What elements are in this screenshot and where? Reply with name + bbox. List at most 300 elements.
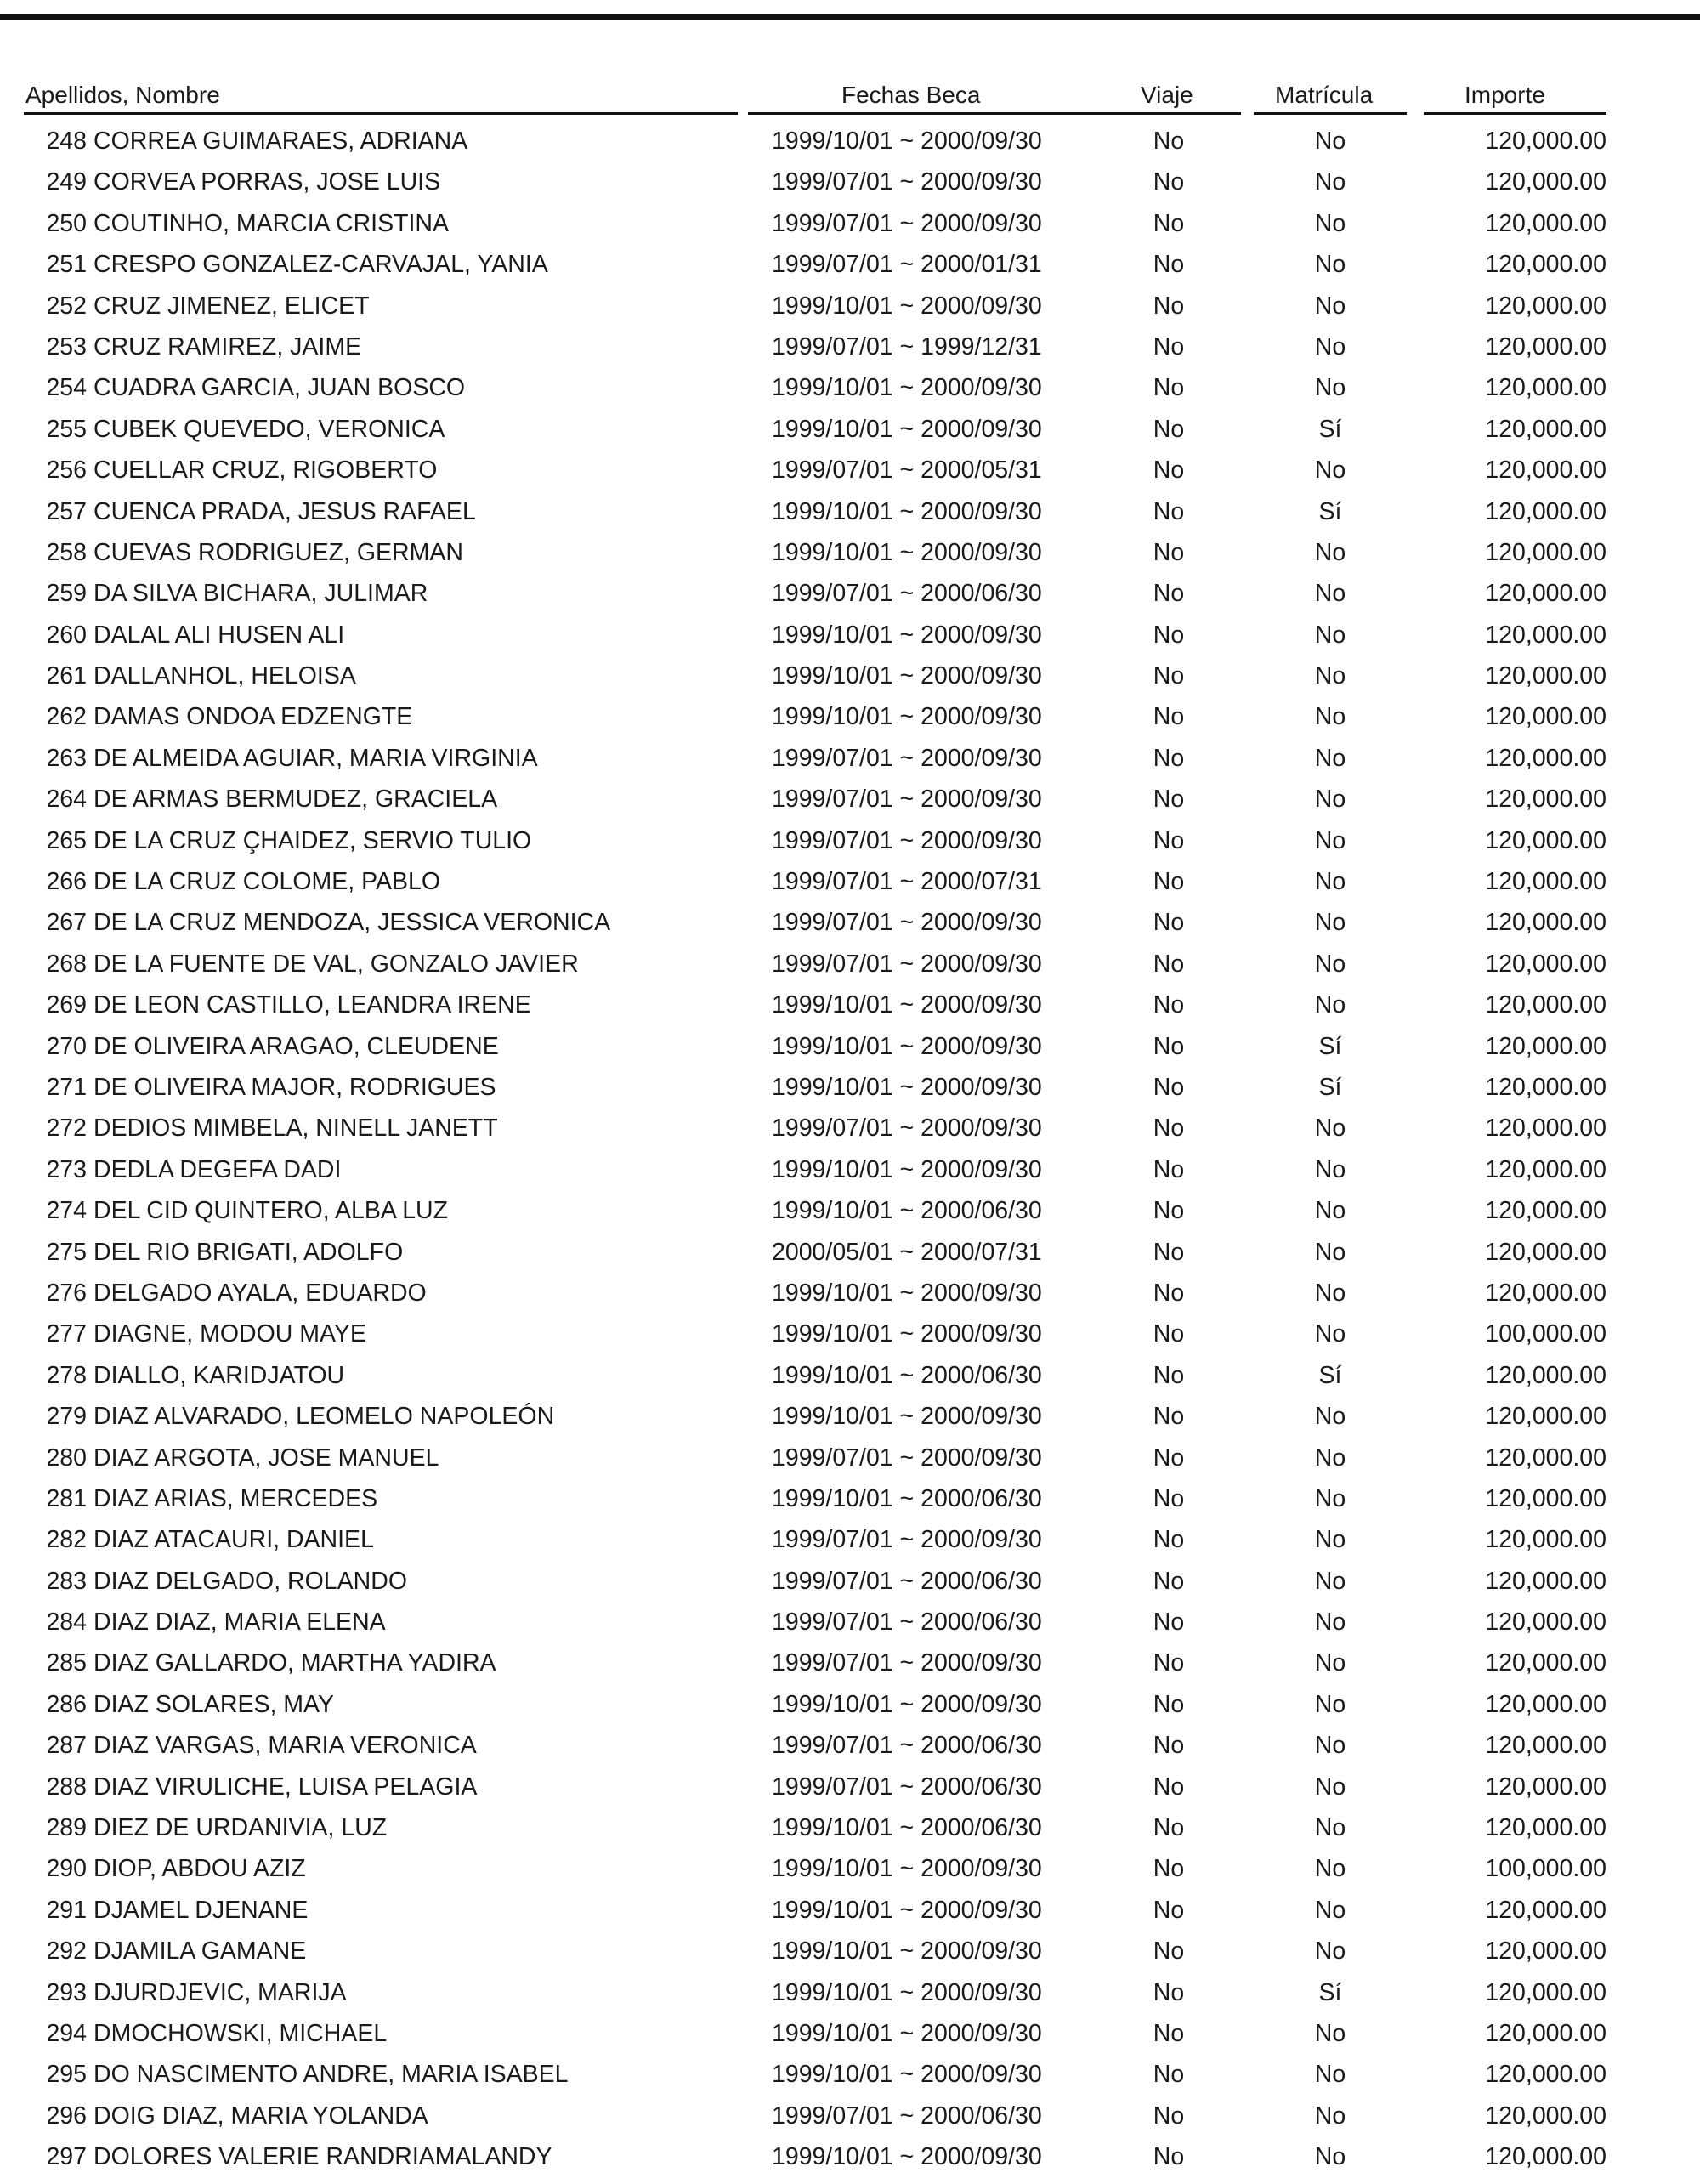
table-body bbox=[0, 124, 1700, 2181]
row-travel: No bbox=[1153, 497, 1185, 525]
row-tuition: No bbox=[1314, 950, 1346, 978]
row-travel: No bbox=[1153, 1403, 1185, 1431]
table-row bbox=[0, 865, 1700, 905]
row-tuition: No bbox=[1314, 128, 1346, 155]
row-tuition: No bbox=[1314, 457, 1346, 485]
row-amount: 120,000.00 bbox=[1485, 2102, 1606, 2130]
row-amount: 120,000.00 bbox=[1485, 826, 1606, 854]
row-amount: 120,000.00 bbox=[1485, 1896, 1606, 1924]
row-dates: 1999/07/01 ~ 2000/07/31 bbox=[772, 868, 1042, 896]
table-row bbox=[0, 905, 1700, 946]
row-travel: No bbox=[1153, 1567, 1185, 1595]
table-row bbox=[0, 247, 1700, 288]
row-amount: 120,000.00 bbox=[1485, 1484, 1606, 1512]
row-tuition: No bbox=[1314, 1320, 1346, 1348]
table-row bbox=[0, 124, 1700, 165]
row-travel: No bbox=[1153, 1937, 1185, 1966]
table-header bbox=[0, 78, 1700, 112]
row-number: 251 bbox=[46, 251, 87, 279]
row-tuition: No bbox=[1314, 2019, 1346, 2047]
row-name: DE OLIVEIRA MAJOR, RODRIGUES bbox=[94, 1073, 496, 1101]
row-travel: No bbox=[1153, 1073, 1185, 1101]
row-travel: No bbox=[1153, 1032, 1185, 1060]
row-dates: 1999/07/01 ~ 2000/06/30 bbox=[772, 1773, 1042, 1801]
table-row bbox=[0, 1482, 1700, 1523]
row-name: CUADRA GARCIA, JUAN BOSCO bbox=[94, 374, 466, 402]
row-name: DOLORES VALERIE RANDRIAMALANDY bbox=[94, 2143, 552, 2171]
row-travel: No bbox=[1153, 1155, 1185, 1183]
row-number: 253 bbox=[46, 332, 87, 360]
row-tuition: No bbox=[1314, 1115, 1346, 1143]
row-number: 271 bbox=[46, 1073, 87, 1101]
row-name: DIAZ DIAZ, MARIA ELENA bbox=[94, 1608, 386, 1637]
row-travel: No bbox=[1153, 374, 1185, 402]
row-travel: No bbox=[1153, 1279, 1185, 1307]
row-name: DE LA CRUZ COLOME, PABLO bbox=[94, 868, 441, 896]
header-travel-underline bbox=[1096, 112, 1241, 115]
table-row bbox=[0, 2057, 1700, 2098]
row-dates: 1999/10/01 ~ 2000/06/30 bbox=[772, 1361, 1042, 1389]
table-row bbox=[0, 741, 1700, 782]
row-amount: 120,000.00 bbox=[1485, 662, 1606, 690]
row-dates: 1999/07/01 ~ 2000/01/31 bbox=[772, 251, 1042, 279]
row-name: DELGADO AYALA, EDUARDO bbox=[94, 1279, 427, 1307]
row-name: DIAZ VIRULICHE, LUISA PELAGIA bbox=[94, 1773, 478, 1801]
row-name: DIAZ ATACAURI, DANIEL bbox=[94, 1526, 374, 1554]
row-dates: 1999/10/01 ~ 2000/09/30 bbox=[772, 1896, 1042, 1924]
row-name: CUENCA PRADA, JESUS RAFAEL bbox=[94, 497, 476, 525]
row-amount: 120,000.00 bbox=[1485, 1773, 1606, 1801]
table-row bbox=[0, 1030, 1700, 1070]
row-dates: 1999/07/01 ~ 2000/09/30 bbox=[772, 826, 1042, 854]
row-tuition: No bbox=[1314, 1484, 1346, 1512]
table-row bbox=[0, 2017, 1700, 2057]
row-travel: No bbox=[1153, 1773, 1185, 1801]
row-travel: No bbox=[1153, 1197, 1185, 1225]
row-travel: No bbox=[1153, 580, 1185, 608]
row-travel: No bbox=[1153, 1649, 1185, 1677]
row-name: DJURDJEVIC, MARIJA bbox=[94, 1978, 347, 2006]
row-tuition: No bbox=[1314, 868, 1346, 896]
row-amount: 120,000.00 bbox=[1485, 415, 1606, 443]
row-dates: 1999/07/01 ~ 2000/09/30 bbox=[772, 1115, 1042, 1143]
row-amount: 120,000.00 bbox=[1485, 332, 1606, 360]
row-dates: 1999/07/01 ~ 2000/09/30 bbox=[772, 1649, 1042, 1677]
table-row bbox=[0, 1934, 1700, 1975]
row-number: 249 bbox=[46, 168, 87, 196]
row-name: DJAMILA GAMANE bbox=[94, 1937, 307, 1966]
row-name: DE LA CRUZ ÇHAIDEZ, SERVIO TULIO bbox=[94, 826, 532, 854]
row-travel: No bbox=[1153, 950, 1185, 978]
row-number: 282 bbox=[46, 1526, 87, 1554]
row-amount: 120,000.00 bbox=[1485, 292, 1606, 320]
row-number: 294 bbox=[46, 2019, 87, 2047]
row-number: 276 bbox=[46, 1279, 87, 1307]
row-number: 256 bbox=[46, 457, 87, 485]
row-number: 267 bbox=[46, 909, 87, 937]
row-dates: 1999/07/01 ~ 2000/09/30 bbox=[772, 744, 1042, 772]
row-number: 265 bbox=[46, 826, 87, 854]
row-name: DE ALMEIDA AGUIAR, MARIA VIRGINIA bbox=[94, 744, 538, 772]
row-name: DAMAS ONDOA EDZENGTE bbox=[94, 703, 413, 731]
row-tuition: No bbox=[1314, 662, 1346, 690]
row-number: 252 bbox=[46, 292, 87, 320]
row-tuition: No bbox=[1314, 2102, 1346, 2130]
row-amount: 120,000.00 bbox=[1485, 1690, 1606, 1718]
row-number: 284 bbox=[46, 1608, 87, 1637]
header-tuition-underline bbox=[1254, 112, 1407, 115]
row-travel: No bbox=[1153, 1115, 1185, 1143]
row-amount: 120,000.00 bbox=[1485, 868, 1606, 896]
row-amount: 120,000.00 bbox=[1485, 1526, 1606, 1554]
row-number: 255 bbox=[46, 415, 87, 443]
header-dates-underline bbox=[748, 112, 1096, 115]
row-number: 258 bbox=[46, 538, 87, 566]
header-dates: Fechas Beca bbox=[842, 82, 981, 108]
row-number: 254 bbox=[46, 374, 87, 402]
row-number: 263 bbox=[46, 744, 87, 772]
row-travel: No bbox=[1153, 786, 1185, 814]
row-number: 266 bbox=[46, 868, 87, 896]
row-amount: 120,000.00 bbox=[1485, 1444, 1606, 1472]
row-travel: No bbox=[1153, 1855, 1185, 1883]
table-row bbox=[0, 1770, 1700, 1811]
row-dates: 1999/10/01 ~ 2000/09/30 bbox=[772, 415, 1042, 443]
row-tuition: No bbox=[1314, 209, 1346, 237]
row-number: 269 bbox=[46, 991, 87, 1019]
row-name: CUBEK QUEVEDO, VERONICA bbox=[94, 415, 445, 443]
row-amount: 120,000.00 bbox=[1485, 2143, 1606, 2171]
row-amount: 120,000.00 bbox=[1485, 251, 1606, 279]
row-number: 257 bbox=[46, 497, 87, 525]
row-name: DIAZ GALLARDO, MARTHA YADIRA bbox=[94, 1649, 496, 1677]
table-row bbox=[0, 1111, 1700, 1152]
row-dates: 1999/10/01 ~ 2000/09/30 bbox=[772, 128, 1042, 155]
row-dates: 1999/10/01 ~ 2000/09/30 bbox=[772, 374, 1042, 402]
row-amount: 120,000.00 bbox=[1485, 1567, 1606, 1595]
row-travel: No bbox=[1153, 251, 1185, 279]
row-name: COUTINHO, MARCIA CRISTINA bbox=[94, 209, 450, 237]
row-number: 273 bbox=[46, 1155, 87, 1183]
row-dates: 1999/10/01 ~ 2000/06/30 bbox=[772, 1484, 1042, 1512]
table-row bbox=[0, 659, 1700, 700]
row-tuition: No bbox=[1314, 538, 1346, 566]
row-number: 293 bbox=[46, 1978, 87, 2006]
row-travel: No bbox=[1153, 2102, 1185, 2130]
header-name: Apellidos, Nombre bbox=[26, 82, 220, 108]
row-tuition: No bbox=[1314, 2143, 1346, 2171]
row-tuition: No bbox=[1314, 1732, 1346, 1760]
table-row bbox=[0, 782, 1700, 823]
row-travel: No bbox=[1153, 1361, 1185, 1389]
table-row bbox=[0, 1852, 1700, 1892]
row-amount: 120,000.00 bbox=[1485, 786, 1606, 814]
row-tuition: No bbox=[1314, 1238, 1346, 1266]
row-name: DIAZ VARGAS, MARIA VERONICA bbox=[94, 1732, 477, 1760]
table-row bbox=[0, 1811, 1700, 1852]
row-tuition: No bbox=[1314, 1937, 1346, 1966]
table-row bbox=[0, 2140, 1700, 2181]
table-row bbox=[0, 988, 1700, 1029]
row-travel: No bbox=[1153, 1978, 1185, 2006]
row-dates: 1999/10/01 ~ 2000/09/30 bbox=[772, 497, 1042, 525]
row-number: 272 bbox=[46, 1115, 87, 1143]
row-dates: 1999/10/01 ~ 2000/09/30 bbox=[772, 662, 1042, 690]
table-row bbox=[0, 1893, 1700, 1934]
row-name: DMOCHOWSKI, MICHAEL bbox=[94, 2019, 388, 2047]
row-name: DIAZ ARGOTA, JOSE MANUEL bbox=[94, 1444, 439, 1472]
row-tuition: No bbox=[1314, 251, 1346, 279]
row-dates: 1999/10/01 ~ 2000/09/30 bbox=[772, 538, 1042, 566]
row-travel: No bbox=[1153, 2061, 1185, 2089]
row-amount: 120,000.00 bbox=[1485, 1937, 1606, 1966]
table-row bbox=[0, 453, 1700, 494]
header-name-underline bbox=[24, 112, 738, 115]
row-travel: No bbox=[1153, 2019, 1185, 2047]
row-travel: No bbox=[1153, 826, 1185, 854]
row-tuition: No bbox=[1314, 1197, 1346, 1225]
table-row bbox=[0, 207, 1700, 247]
row-tuition: No bbox=[1314, 826, 1346, 854]
row-number: 290 bbox=[46, 1855, 87, 1883]
row-tuition: Sí bbox=[1318, 497, 1342, 525]
table-row bbox=[0, 1976, 1700, 2017]
table-row bbox=[0, 824, 1700, 865]
table-row bbox=[0, 165, 1700, 206]
row-dates: 1999/07/01 ~ 2000/09/30 bbox=[772, 168, 1042, 196]
row-number: 281 bbox=[46, 1484, 87, 1512]
row-amount: 120,000.00 bbox=[1485, 1073, 1606, 1101]
table-row bbox=[0, 947, 1700, 988]
row-amount: 120,000.00 bbox=[1485, 950, 1606, 978]
row-number: 297 bbox=[46, 2143, 87, 2171]
row-amount: 100,000.00 bbox=[1485, 1855, 1606, 1883]
row-amount: 120,000.00 bbox=[1485, 1608, 1606, 1637]
row-number: 261 bbox=[46, 662, 87, 690]
table-row bbox=[0, 1070, 1700, 1111]
row-travel: No bbox=[1153, 168, 1185, 196]
row-dates: 1999/10/01 ~ 2000/09/30 bbox=[772, 2061, 1042, 2089]
table-row bbox=[0, 1235, 1700, 1276]
row-amount: 120,000.00 bbox=[1485, 2061, 1606, 2089]
row-travel: No bbox=[1153, 868, 1185, 896]
row-tuition: No bbox=[1314, 1155, 1346, 1183]
table-row bbox=[0, 618, 1700, 659]
table-row bbox=[0, 289, 1700, 330]
row-amount: 120,000.00 bbox=[1485, 703, 1606, 731]
row-dates: 1999/10/01 ~ 2000/09/30 bbox=[772, 1855, 1042, 1883]
row-name: CORREA GUIMARAES, ADRIANA bbox=[94, 128, 468, 155]
row-travel: No bbox=[1153, 415, 1185, 443]
row-tuition: No bbox=[1314, 786, 1346, 814]
row-name: CORVEA PORRAS, JOSE LUIS bbox=[94, 168, 441, 196]
header-amount: Importe bbox=[1465, 82, 1545, 108]
table-row bbox=[0, 1276, 1700, 1317]
row-name: DE LA CRUZ MENDOZA, JESSICA VERONICA bbox=[94, 909, 611, 937]
table-row bbox=[0, 536, 1700, 576]
row-travel: No bbox=[1153, 703, 1185, 731]
row-dates: 1999/07/01 ~ 2000/06/30 bbox=[772, 2102, 1042, 2130]
row-dates: 1999/10/01 ~ 2000/09/30 bbox=[772, 1937, 1042, 1966]
row-travel: No bbox=[1153, 1896, 1185, 1924]
table-row bbox=[0, 1688, 1700, 1728]
row-number: 296 bbox=[46, 2102, 87, 2130]
row-dates: 1999/10/01 ~ 2000/09/30 bbox=[772, 621, 1042, 649]
row-amount: 120,000.00 bbox=[1485, 1361, 1606, 1389]
row-amount: 120,000.00 bbox=[1485, 1115, 1606, 1143]
row-amount: 120,000.00 bbox=[1485, 1197, 1606, 1225]
row-name: DEL CID QUINTERO, ALBA LUZ bbox=[94, 1197, 449, 1225]
table-row bbox=[0, 1441, 1700, 1482]
row-number: 278 bbox=[46, 1361, 87, 1389]
row-dates: 1999/07/01 ~ 2000/09/30 bbox=[772, 1526, 1042, 1554]
table-row bbox=[0, 1194, 1700, 1234]
row-amount: 120,000.00 bbox=[1485, 168, 1606, 196]
row-dates: 1999/10/01 ~ 2000/09/30 bbox=[772, 1320, 1042, 1348]
row-tuition: Sí bbox=[1318, 415, 1342, 443]
row-amount: 120,000.00 bbox=[1485, 457, 1606, 485]
row-travel: No bbox=[1153, 457, 1185, 485]
row-tuition: No bbox=[1314, 1690, 1346, 1718]
row-name: DE LA FUENTE DE VAL, GONZALO JAVIER bbox=[94, 950, 579, 978]
row-travel: No bbox=[1153, 1814, 1185, 1842]
row-tuition: No bbox=[1314, 1649, 1346, 1677]
row-dates: 1999/10/01 ~ 2000/09/30 bbox=[772, 1073, 1042, 1101]
row-travel: No bbox=[1153, 744, 1185, 772]
row-name: CRUZ JIMENEZ, ELICET bbox=[94, 292, 370, 320]
row-amount: 120,000.00 bbox=[1485, 497, 1606, 525]
row-amount: 120,000.00 bbox=[1485, 1032, 1606, 1060]
table-row bbox=[0, 1317, 1700, 1358]
row-travel: No bbox=[1153, 1526, 1185, 1554]
row-dates: 1999/10/01 ~ 2000/09/30 bbox=[772, 1978, 1042, 2006]
row-amount: 120,000.00 bbox=[1485, 621, 1606, 649]
row-tuition: No bbox=[1314, 744, 1346, 772]
row-number: 286 bbox=[46, 1690, 87, 1718]
row-dates: 1999/07/01 ~ 2000/06/30 bbox=[772, 1567, 1042, 1595]
row-travel: No bbox=[1153, 1690, 1185, 1718]
table-row bbox=[0, 330, 1700, 371]
header-travel: Viaje bbox=[1141, 82, 1193, 108]
table-row bbox=[0, 576, 1700, 617]
row-tuition: No bbox=[1314, 1403, 1346, 1431]
row-dates: 1999/07/01 ~ 2000/06/30 bbox=[772, 580, 1042, 608]
row-amount: 120,000.00 bbox=[1485, 1732, 1606, 1760]
row-amount: 120,000.00 bbox=[1485, 580, 1606, 608]
row-name: DIAZ DELGADO, ROLANDO bbox=[94, 1567, 407, 1595]
row-dates: 1999/07/01 ~ 2000/09/30 bbox=[772, 909, 1042, 937]
row-travel: No bbox=[1153, 1484, 1185, 1512]
table-row bbox=[0, 1153, 1700, 1194]
row-travel: No bbox=[1153, 1444, 1185, 1472]
row-tuition: Sí bbox=[1318, 1032, 1342, 1060]
row-name: DIAZ SOLARES, MAY bbox=[94, 1690, 334, 1718]
row-amount: 120,000.00 bbox=[1485, 1238, 1606, 1266]
row-name: DIAZ ALVARADO, LEOMELO NAPOLEÓN bbox=[94, 1403, 555, 1431]
row-number: 283 bbox=[46, 1567, 87, 1595]
row-dates: 1999/10/01 ~ 2000/09/30 bbox=[772, 1403, 1042, 1431]
row-name: CUELLAR CRUZ, RIGOBERTO bbox=[94, 457, 438, 485]
row-name: DEDIOS MIMBELA, NINELL JANETT bbox=[94, 1115, 498, 1143]
row-dates: 1999/10/01 ~ 2000/09/30 bbox=[772, 2019, 1042, 2047]
table-row bbox=[0, 1523, 1700, 1563]
row-name: DE OLIVEIRA ARAGAO, CLEUDENE bbox=[94, 1032, 499, 1060]
row-dates: 1999/10/01 ~ 2000/09/30 bbox=[772, 703, 1042, 731]
row-amount: 120,000.00 bbox=[1485, 209, 1606, 237]
row-number: 289 bbox=[46, 1814, 87, 1842]
row-name: DALLANHOL, HELOISA bbox=[94, 662, 356, 690]
table-row bbox=[0, 495, 1700, 536]
header-tuition: Matrícula bbox=[1275, 82, 1374, 108]
row-tuition: No bbox=[1314, 991, 1346, 1019]
row-number: 250 bbox=[46, 209, 87, 237]
row-tuition: No bbox=[1314, 1279, 1346, 1307]
row-name: DIALLO, KARIDJATOU bbox=[94, 1361, 345, 1389]
row-name: DEDLA DEGEFA DADI bbox=[94, 1155, 342, 1183]
row-name: DEL RIO BRIGATI, ADOLFO bbox=[94, 1238, 404, 1266]
row-amount: 120,000.00 bbox=[1485, 1155, 1606, 1183]
row-amount: 120,000.00 bbox=[1485, 1978, 1606, 2006]
row-tuition: No bbox=[1314, 332, 1346, 360]
row-travel: No bbox=[1153, 292, 1185, 320]
row-tuition: No bbox=[1314, 168, 1346, 196]
row-number: 287 bbox=[46, 1732, 87, 1760]
row-tuition: No bbox=[1314, 2061, 1346, 2089]
row-name: CRESPO GONZALEZ-CARVAJAL, YANIA bbox=[94, 251, 548, 279]
row-tuition: Sí bbox=[1318, 1073, 1342, 1101]
row-tuition: No bbox=[1314, 1855, 1346, 1883]
row-tuition: No bbox=[1314, 1526, 1346, 1554]
row-number: 277 bbox=[46, 1320, 87, 1348]
row-number: 259 bbox=[46, 580, 87, 608]
row-tuition: No bbox=[1314, 580, 1346, 608]
row-tuition: No bbox=[1314, 909, 1346, 937]
table-row bbox=[0, 1359, 1700, 1399]
row-name: DIAZ ARIAS, MERCEDES bbox=[94, 1484, 378, 1512]
row-name: DE ARMAS BERMUDEZ, GRACIELA bbox=[94, 786, 498, 814]
row-tuition: No bbox=[1314, 1608, 1346, 1637]
row-amount: 120,000.00 bbox=[1485, 1279, 1606, 1307]
table-row bbox=[0, 1399, 1700, 1440]
row-travel: No bbox=[1153, 1732, 1185, 1760]
row-tuition: No bbox=[1314, 292, 1346, 320]
row-dates: 2000/05/01 ~ 2000/07/31 bbox=[772, 1238, 1042, 1266]
row-amount: 120,000.00 bbox=[1485, 538, 1606, 566]
row-dates: 1999/07/01 ~ 2000/06/30 bbox=[772, 1608, 1042, 1637]
row-amount: 120,000.00 bbox=[1485, 909, 1606, 937]
row-tuition: Sí bbox=[1318, 1978, 1342, 2006]
row-tuition: Sí bbox=[1318, 1361, 1342, 1389]
row-number: 288 bbox=[46, 1773, 87, 1801]
row-tuition: No bbox=[1314, 374, 1346, 402]
row-tuition: No bbox=[1314, 1814, 1346, 1842]
row-number: 295 bbox=[46, 2061, 87, 2089]
row-amount: 120,000.00 bbox=[1485, 374, 1606, 402]
row-tuition: No bbox=[1314, 1896, 1346, 1924]
row-tuition: No bbox=[1314, 621, 1346, 649]
row-name: DE LEON CASTILLO, LEANDRA IRENE bbox=[94, 991, 531, 1019]
row-number: 248 bbox=[46, 128, 87, 155]
row-name: DALAL ALI HUSEN ALI bbox=[94, 621, 345, 649]
row-dates: 1999/10/01 ~ 2000/09/30 bbox=[772, 1690, 1042, 1718]
row-name: DO NASCIMENTO ANDRE, MARIA ISABEL bbox=[94, 2061, 569, 2089]
table-row bbox=[0, 371, 1700, 411]
row-travel: No bbox=[1153, 209, 1185, 237]
row-travel: No bbox=[1153, 2143, 1185, 2171]
row-number: 275 bbox=[46, 1238, 87, 1266]
row-name: CRUZ RAMIREZ, JAIME bbox=[94, 332, 362, 360]
row-amount: 120,000.00 bbox=[1485, 991, 1606, 1019]
